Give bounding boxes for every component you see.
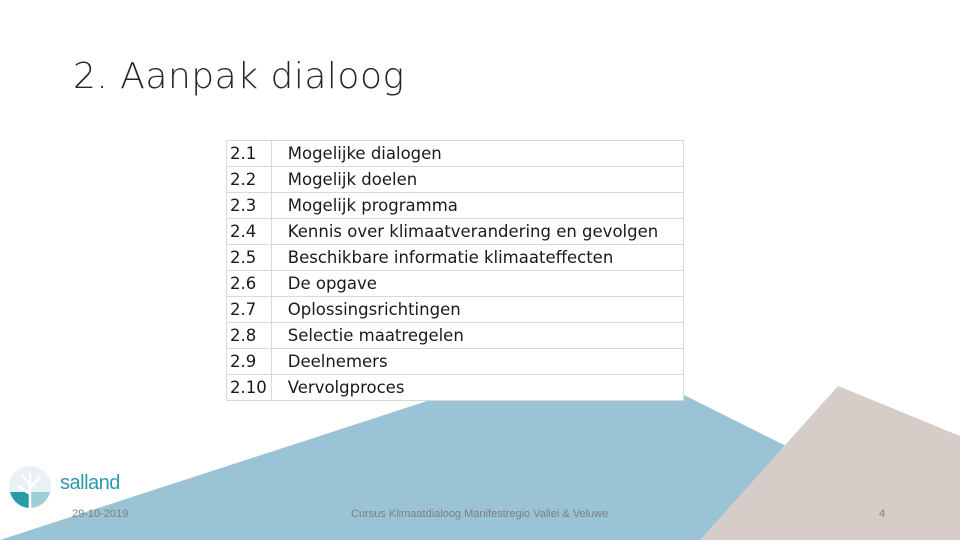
agenda-table bbox=[226, 140, 684, 401]
table-row bbox=[227, 167, 684, 193]
table-row bbox=[227, 271, 684, 297]
section-number: 2.6 bbox=[227, 271, 272, 297]
table-row bbox=[227, 141, 684, 167]
section-number: 2.2 bbox=[227, 167, 272, 193]
section-number: 2.9 bbox=[227, 349, 272, 375]
section-number: 2.7 bbox=[227, 297, 272, 323]
section-title: Vervolgproces bbox=[271, 375, 683, 401]
section-title: Kennis over klimaatverandering en gevolgen bbox=[271, 219, 683, 245]
section-title: Deelnemers bbox=[271, 349, 683, 375]
table-row bbox=[227, 349, 684, 375]
logo-wordmark: salland bbox=[60, 472, 120, 494]
footer-course-title: Cursus Klimaatdialoog Manifestregio Vallei & Veluwe bbox=[351, 508, 609, 520]
footer-date: 29-10-2019 bbox=[72, 508, 129, 520]
salland-logo bbox=[6, 462, 136, 512]
section-number: 2.10 bbox=[227, 375, 272, 401]
section-title: Oplossingsrichtingen bbox=[271, 297, 683, 323]
slide-title: 2. Aanpak dialoog bbox=[73, 56, 405, 97]
section-title: Beschikbare informatie klimaateffecten bbox=[271, 245, 683, 271]
table-row bbox=[227, 193, 684, 219]
section-number: 2.5 bbox=[227, 245, 272, 271]
table-row bbox=[227, 219, 684, 245]
section-title: Selectie maatregelen bbox=[271, 323, 683, 349]
section-number: 2.3 bbox=[227, 193, 272, 219]
section-title: De opgave bbox=[271, 271, 683, 297]
section-number: 2.4 bbox=[227, 219, 272, 245]
table-row bbox=[227, 297, 684, 323]
table-row bbox=[227, 375, 684, 401]
table-row bbox=[227, 323, 684, 349]
section-title: Mogelijk doelen bbox=[271, 167, 683, 193]
section-title: Mogelijke dialogen bbox=[271, 141, 683, 167]
page-number: 4 bbox=[879, 508, 886, 520]
section-number: 2.8 bbox=[227, 323, 272, 349]
table-row bbox=[227, 245, 684, 271]
section-title: Mogelijk programma bbox=[271, 193, 683, 219]
section-number: 2.1 bbox=[227, 141, 272, 167]
tree-icon bbox=[6, 462, 56, 512]
